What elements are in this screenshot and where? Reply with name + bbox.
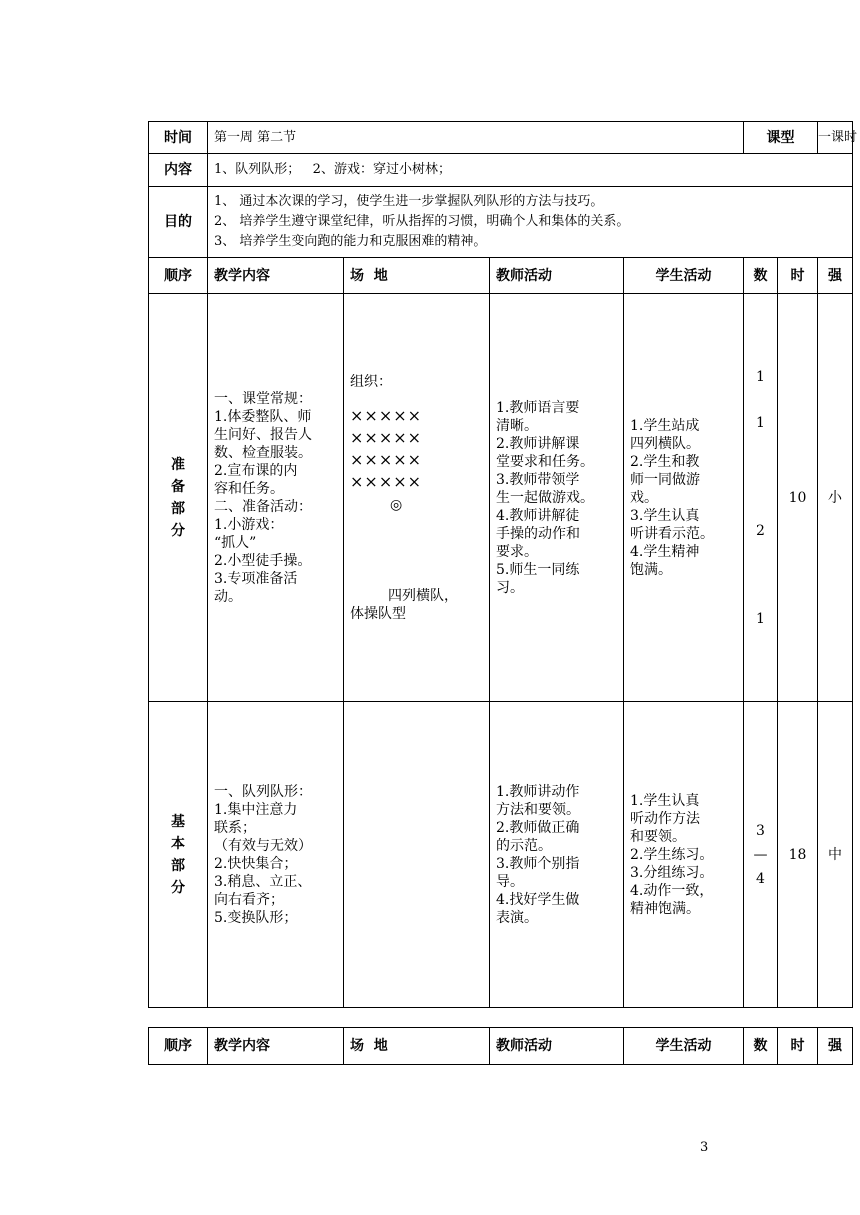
section-row-basic — [149, 702, 853, 1008]
formation-row: ××××× — [350, 405, 423, 425]
purpose-list — [208, 187, 853, 258]
header-row-content — [149, 154, 853, 187]
type-label: 课型 — [744, 122, 818, 154]
purpose-label: 目的 — [149, 187, 208, 258]
venue-note: 体操队型 — [350, 605, 406, 622]
formation-row: ××××× — [350, 427, 423, 447]
venue-label: 组织： — [350, 373, 392, 390]
type-value: 一课时 — [818, 122, 853, 154]
section-teacher-activity: 1.教师语言要 清晰。 2.教师讲解课 堂要求和任务。 3.教师带领学 生一起做游戏。 4.教师讲解徒 手操的动作和 要求。 5.师生一同练 习。 — [490, 294, 624, 702]
section-intensity: 小 — [818, 294, 853, 702]
teacher-position-mark: ◎ — [390, 496, 403, 513]
content-value: 1、队列队形； 2、游戏：穿过小树林； — [208, 154, 853, 187]
lesson-plan-table — [148, 121, 858, 1008]
col-time: 时 — [778, 258, 818, 294]
formation-row: ××××× — [350, 471, 423, 491]
col-student: 学生活动 — [624, 1028, 744, 1065]
col-content: 教学内容 — [208, 258, 344, 294]
section-student-activity: 1.学生站成 四列横队。 2.学生和教 师一同做游 戏。 3.学生认真 听讲看示范。 4.学生精神 饱满。 — [624, 294, 744, 702]
section-venue — [344, 702, 490, 1008]
section-content: 一、课堂常规： 1.体委整队、师 生问好、报告人 数、检查服装。 2.宣布课的内 容和任务。 二、准备活动： 1.小游戏： “抓人” 2.小型徒手操。 3.专项准备活 动。 — [208, 294, 344, 702]
header-row-time — [149, 122, 853, 154]
col-venue: 场 地 — [344, 258, 490, 294]
purpose-item: 1、 通过本次课的学习，使学生进一步掌握队列队形的方法与技巧。 — [214, 194, 604, 209]
time-value: 第一周 第二节 — [208, 122, 744, 154]
col-order: 顺序 — [149, 258, 208, 294]
col-teacher: 教师活动 — [490, 1028, 624, 1065]
col-intensity: 强 — [818, 258, 853, 294]
header-row-purpose — [149, 187, 853, 258]
col-content: 教学内容 — [208, 1028, 344, 1065]
continuation-header-table — [148, 1027, 853, 1065]
col-time: 时 — [778, 1028, 818, 1065]
purpose-item: 2、 培养学生遵守课堂纪律，听从指挥的习惯，明确个人和集体的关系。 — [214, 214, 630, 229]
col-teacher: 教师活动 — [490, 258, 624, 294]
col-venue: 场 地 — [344, 1028, 490, 1065]
section-order: 基 本 部 分 — [149, 702, 208, 1008]
section-student-activity: 1.学生认真 听动作方法 和要领。 2.学生练习。 3.分组练习。 4.动作一致， 精神饱满。 — [624, 702, 744, 1008]
purpose-item: 3、 培养学生变向跑的能力和克服困难的精神。 — [214, 234, 487, 249]
col-order: 顺序 — [149, 1028, 208, 1065]
column-header-row — [149, 258, 853, 294]
section-venue — [344, 294, 490, 702]
section-intensity: 中 — [818, 702, 853, 1008]
time-label: 时间 — [149, 122, 208, 154]
venue-note: 四列横队， — [388, 587, 458, 604]
section-order: 准 备 部 分 — [149, 294, 208, 702]
section-time: 10 — [778, 294, 818, 702]
content-label: 内容 — [149, 154, 208, 187]
section-teacher-activity: 1.教师讲动作 方法和要领。 2.教师做正确 的示范。 3.教师个别指 导。 4.找好学生做 表演。 — [490, 702, 624, 1008]
col-count: 数 — [744, 258, 778, 294]
section-count: 1 1 2 1 — [744, 294, 778, 702]
col-intensity: 强 — [818, 1028, 853, 1065]
col-student: 学生活动 — [624, 258, 744, 294]
column-header-row — [149, 1028, 853, 1065]
formation-row: ××××× — [350, 449, 423, 469]
section-count: 3 — 4 — [744, 702, 778, 1008]
page-number: 3 — [700, 1140, 709, 1155]
section-content: 一、队列队形： 1.集中注意力 联系； （有效与无效） 2.快快集合； 3.稍息、立正、 向右看齐； 5.变换队形； — [208, 702, 344, 1008]
section-row-preparation — [149, 294, 853, 702]
section-time: 18 — [778, 702, 818, 1008]
col-count: 数 — [744, 1028, 778, 1065]
